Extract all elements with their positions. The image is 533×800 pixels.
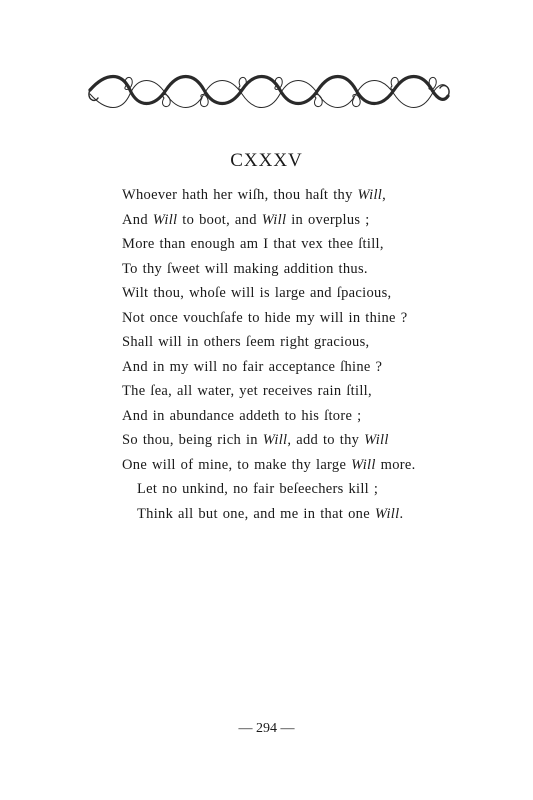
line-text: So thou, being rich in — [122, 432, 263, 448]
italic-word: Will — [364, 432, 389, 448]
sonnet-text — [122, 183, 502, 526]
poem-line — [122, 355, 502, 380]
line-text: , — [382, 187, 387, 203]
poem-line — [122, 428, 502, 453]
poem-line — [122, 404, 502, 429]
line-text: Shall will in others ſeem right gracious, — [122, 334, 370, 350]
poem-line — [122, 232, 502, 257]
line-text: Not once vouchſafe to hide my will in thine ? — [122, 309, 408, 326]
line-text: More than enough am I that vex thee ſtill, — [122, 236, 384, 252]
poem-line — [122, 453, 502, 478]
italic-word: Will — [374, 505, 400, 522]
line-text: Wilt thou, whoſe will is large and ſpacious, — [122, 285, 392, 301]
italic-word: Will — [351, 456, 376, 473]
poem-line — [122, 477, 502, 502]
poem-line — [122, 208, 502, 233]
poem-line — [122, 502, 502, 527]
italic-word: Will — [261, 211, 287, 228]
poem-line — [122, 379, 502, 404]
sonnet-number: CXXXV — [230, 150, 303, 171]
line-text: Whoever hath her wiſh, thou haſt thy — [122, 187, 358, 203]
line-text: in overplus ; — [286, 211, 370, 228]
line-text: more. — [375, 456, 416, 473]
line-text: To thy ſweet will making addition thus. — [122, 260, 368, 277]
poem-line — [122, 183, 502, 208]
line-text: And — [122, 211, 153, 228]
line-text: , add to thy — [287, 432, 365, 448]
italic-word: Will — [262, 432, 288, 448]
page-number: — 294 — — [238, 721, 295, 736]
line-text: to boot, and — [177, 211, 262, 228]
line-text: And in abundance addeth to his ſtore ; — [122, 407, 362, 424]
flourish-ornament-icon — [86, 68, 452, 116]
line-text: The ſea, all water, yet receives rain ſtill, — [122, 383, 372, 399]
line-text: Think all but one, and me in that one — [137, 505, 375, 522]
italic-word: Will — [152, 211, 178, 228]
italic-word: Will — [357, 187, 383, 203]
poem-line — [122, 281, 502, 306]
line-text: One will of mine, to make thy large — [122, 456, 352, 473]
line-text: And in my will no fair acceptance ſhine ? — [122, 358, 383, 375]
line-text: Let no unkind, no fair beſeechers kill ; — [137, 481, 379, 497]
line-text: . — [399, 505, 404, 522]
poem-line — [122, 306, 502, 331]
poem-line — [122, 330, 502, 355]
poem-line — [122, 257, 502, 282]
